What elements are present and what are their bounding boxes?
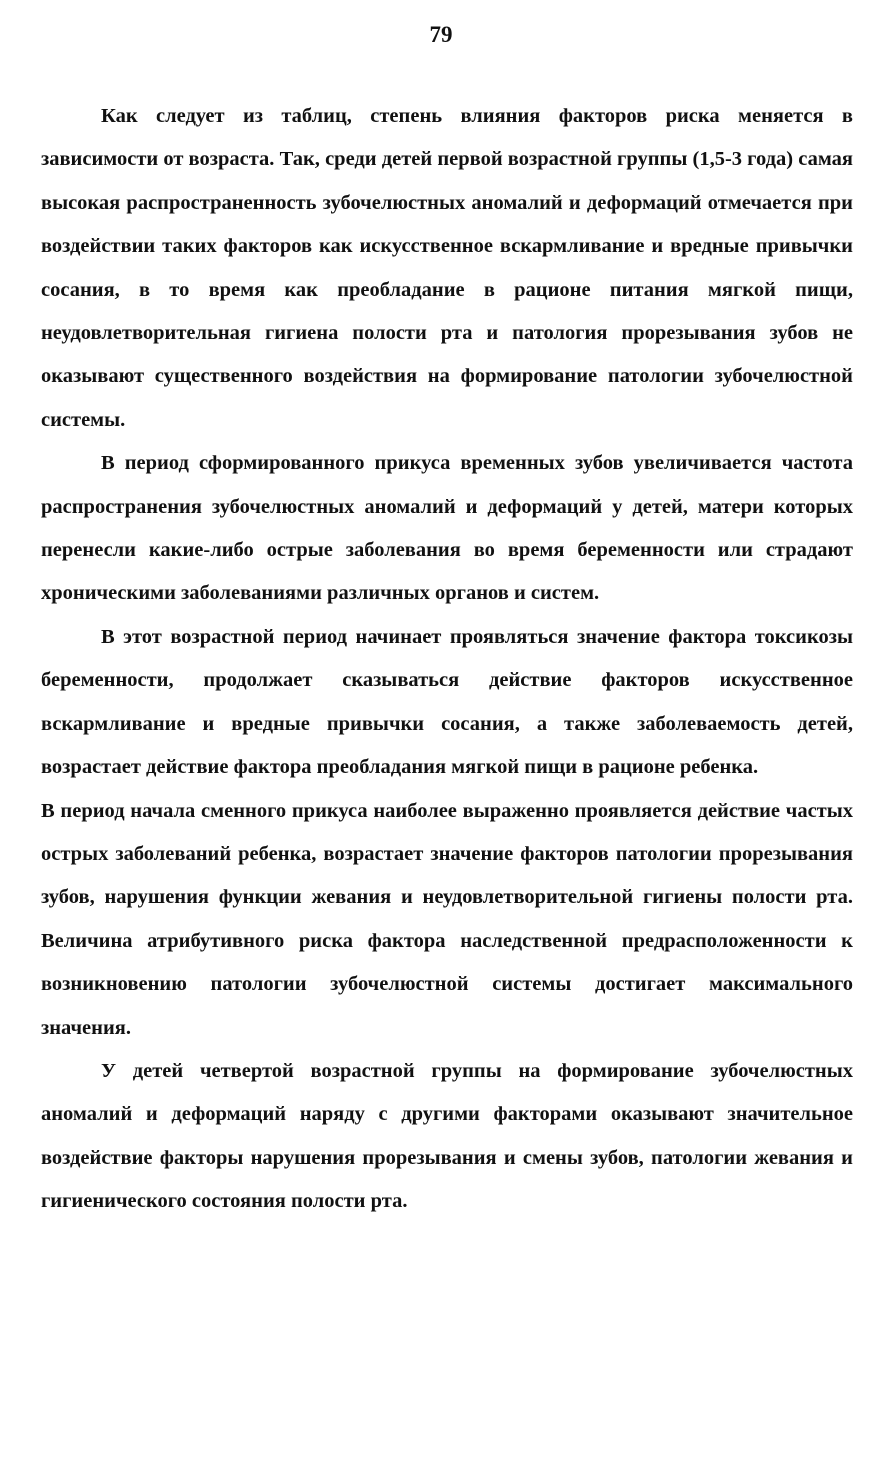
paragraph-3: В этот возрастной период начинает проявляться значение фактора токсикозы беременности, продолжает сказываться действие факторов искусственное вскармливание и вредные привычки сосания, а также заболеваемость детей, возрастает действие фактора преобладания мягкой пищи в рационе ребенка. bbox=[41, 625, 853, 779]
page-number: 79 bbox=[429, 22, 453, 47]
paragraph-2: В период сформированного прикуса временных зубов увеличивается частота распространения зубочелюстных аномалий и деформаций у детей, матери которых перенесли какие-либо острые заболевания во время беременности или страдают хроническими заболеваниями различных органов и систем. bbox=[41, 452, 853, 605]
paragraph-4: В период начала сменного прикуса наиболее выраженно проявляется действие частых острых заболеваний ребенка, возрастает значение факторов патологии прорезывания зубов, нарушения функции жевания и неудовлетворительной гигиены полости рта. Величина атрибутивного риска фактора наследственной предрасположенности к возникновению патологии зубочелюстной системы достигает максимального значения. bbox=[41, 799, 853, 1039]
body-text bbox=[41, 95, 853, 1224]
paragraph-1: Как следует из таблиц, степень влияния факторов риска меняется в зависимости от возраста. Так, среди детей первой возрастной группы (1,5-3 года) самая высокая распространенность зубочелюстных аномалий и деформаций отмечается при воздействии таких факторов как искусственное вскармливание и вредные привычки сосания, в то время как преобладание в рационе питания мягкой пищи, неудовлетворительная гигиена полости рта и патология прорезывания зубов не оказывают существенного воздействия на формирование патологии зубочелюстной системы. bbox=[41, 105, 853, 431]
paragraph-5: У детей четвертой возрастной группы на формирование зубочелюстных аномалий и деформаций наряду с другими факторами оказывают значительное воздействие факторы нарушения прорезывания и смены зубов, патологии жевания и гигиенического состояния полости рта. bbox=[41, 1059, 853, 1213]
